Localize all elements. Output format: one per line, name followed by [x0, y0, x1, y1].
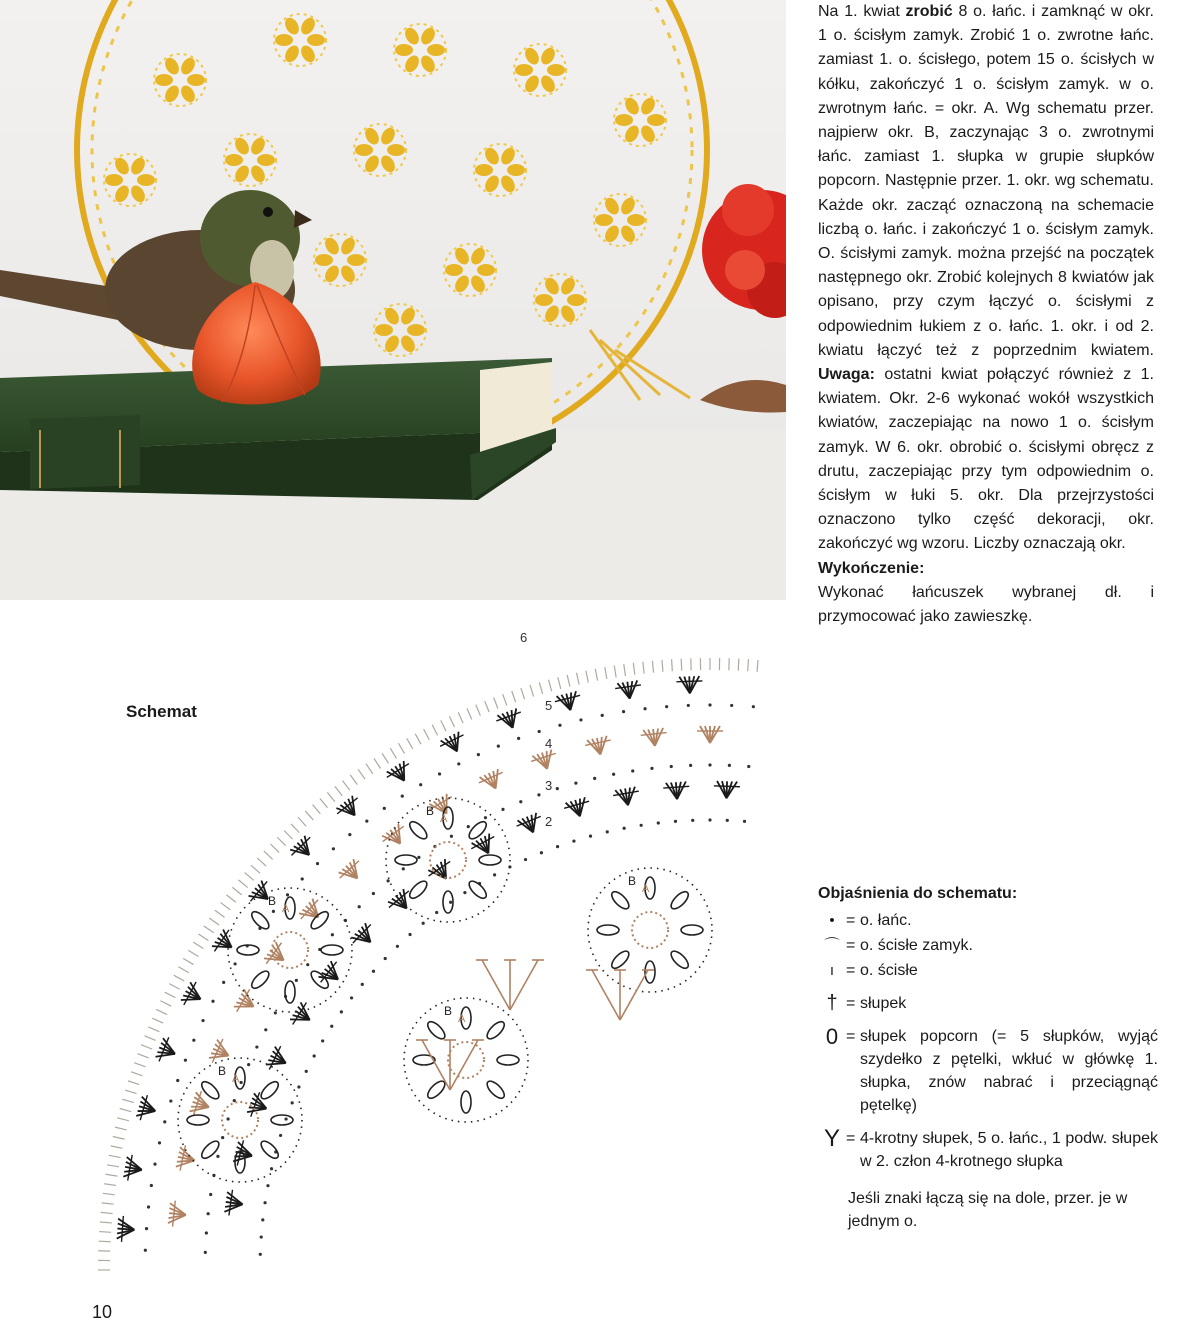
instructions-bold-word: zrobić	[905, 3, 953, 20]
slip-stitch-symbol-icon: ⌒	[824, 937, 840, 954]
double-crochet-symbol-icon: †	[826, 992, 838, 1014]
legend-row	[818, 992, 1158, 1015]
round-numbers	[520, 630, 552, 829]
legend-row	[818, 959, 1158, 982]
quadruple-stitch-cluster	[586, 970, 654, 1020]
motif-label-a: A	[458, 1013, 466, 1025]
round-number: 3	[545, 778, 553, 793]
motif-label-b: B	[444, 1004, 453, 1018]
motif-label-b: B	[218, 1064, 227, 1078]
legend-title: Objaśnienia do schematu:	[818, 885, 1018, 902]
equals-sign: =	[846, 937, 856, 954]
legend-text: o. ścisłe zamyk.	[860, 937, 973, 954]
product-photo	[0, 0, 786, 600]
legend-row	[818, 934, 1158, 957]
equals-sign: =	[846, 912, 856, 929]
equals-sign: =	[846, 1028, 856, 1045]
single-crochet-symbol-icon: ı	[829, 962, 835, 979]
finish-text: Wykonać łańcuszek wybranej dł. i przymocować jako zawieszkę.	[818, 583, 1154, 626]
quadruple-stitch-cluster	[476, 960, 544, 1010]
round-number: 2	[545, 814, 553, 829]
legend-text: słupek	[860, 995, 907, 1012]
crochet-diagram	[90, 630, 800, 1290]
legend-row	[818, 909, 1158, 932]
instructions-text-1: Na 1. kwiat	[818, 3, 906, 20]
motif-label-a: A	[232, 1073, 240, 1085]
legend-row	[818, 1127, 1158, 1173]
motif-label-a: A	[440, 813, 448, 825]
equals-sign: =	[846, 995, 856, 1012]
legend-text: słupek popcorn (= 5 słupków, wyjąć szydełko z pętelki, wkłuć w główkę 1. słupka, znów nabrać i przeciągnąć pętelkę)	[860, 1028, 1158, 1114]
flower-motifs	[178, 798, 712, 1182]
round-number: 5	[545, 698, 553, 713]
popcorn-stitch-symbol-icon: 0	[825, 1024, 839, 1049]
outer-ring-arc	[98, 658, 758, 1270]
legend-text: o. ścisłe	[860, 962, 918, 979]
instructions-paragraph	[818, 0, 1154, 557]
round-number: 6	[520, 630, 528, 645]
diagram-title: Schemat	[126, 702, 197, 721]
legend-row	[818, 1025, 1158, 1117]
instructions-text-3: ostatni kwiat połączyć również z 1. kwiatem. Okr. 2-6 wykonać wokół wszystkich kwiatów, zaczepiając na nowo 1 o. ścisłym zamyk. W 6. okr. obrobić o. ścisłymi obręcz z drutu, zaczepiając przy tym odpowiednim o. ścisłym w łuki 5. okr. Dla przejrzystości oznaczono tylko część dekoracji, okr. zakończyć wg wzoru. Liczby oznaczają okr.	[818, 366, 1154, 553]
round-number: 4	[545, 736, 553, 751]
equals-sign: =	[846, 962, 856, 979]
instructions-note-label: Uwaga:	[818, 366, 875, 384]
quadruple-stitch-symbol-icon: Y	[823, 1125, 840, 1152]
motif-label-b: B	[268, 894, 277, 908]
motif-label-b: B	[426, 804, 435, 818]
dry-leaf	[700, 380, 786, 413]
motif-label-a: A	[642, 883, 650, 895]
equals-sign: =	[846, 1130, 856, 1147]
instructions-text-2: 8 o. łańc. i zamknąć w okr. 1 o. ścisłym zamyk. Zrobić 1 o. zwrotne łańc. zamiast 1. o. ścisłego, potem 15 o. ścisłych w kółku, zakończyć 1 o. ścisłym zamyk. w o. zwrotnym łańc. = okr. A. Wg schematu przer. najpierw okr. B, zaczynając 3 o. zwrotnymi łańc. zamiast 1. słupka w grupie słupków popcorn. Następnie przer. 1. okr. wg schematu. Każde okr. zacząć oznaczoną na schemacie liczbą o. łańc. i zakończyć 1 o. ścisłym zamyk. O. ścisłymi zamyk. można przejść na początek następnego okr. Zrobić kolejnych 8 kwiatów jak opisano, przy czym łączyć o. ścisłymi z odpowiednim łukiem z o. łańc. 1. okr. i od 2. kwiatu łączyć też z poprzednim kwiatem.	[818, 3, 1154, 359]
legend-text: o. łańc.	[860, 912, 912, 929]
legend-note: Jeśli znaki łączą się na dole, przer. je w jednym o.	[848, 1190, 1128, 1230]
chain-stitch-symbol-icon: •	[829, 912, 835, 929]
motif-label-a: A	[282, 903, 290, 915]
photo-illustration	[0, 0, 786, 600]
instructions-column	[818, 0, 1154, 629]
page-number: 10	[92, 1302, 113, 1322]
finish-heading: Wykończenie:	[818, 559, 925, 577]
motif-label-b: B	[628, 874, 637, 888]
legend	[818, 882, 1158, 1233]
stitch-rows	[117, 676, 741, 1243]
legend-text: 4-krotny słupek, 5 o. łańc., 1 podw. słupek w 2. człon 4-krotnego słupka	[860, 1130, 1158, 1170]
red-flower	[702, 184, 786, 318]
